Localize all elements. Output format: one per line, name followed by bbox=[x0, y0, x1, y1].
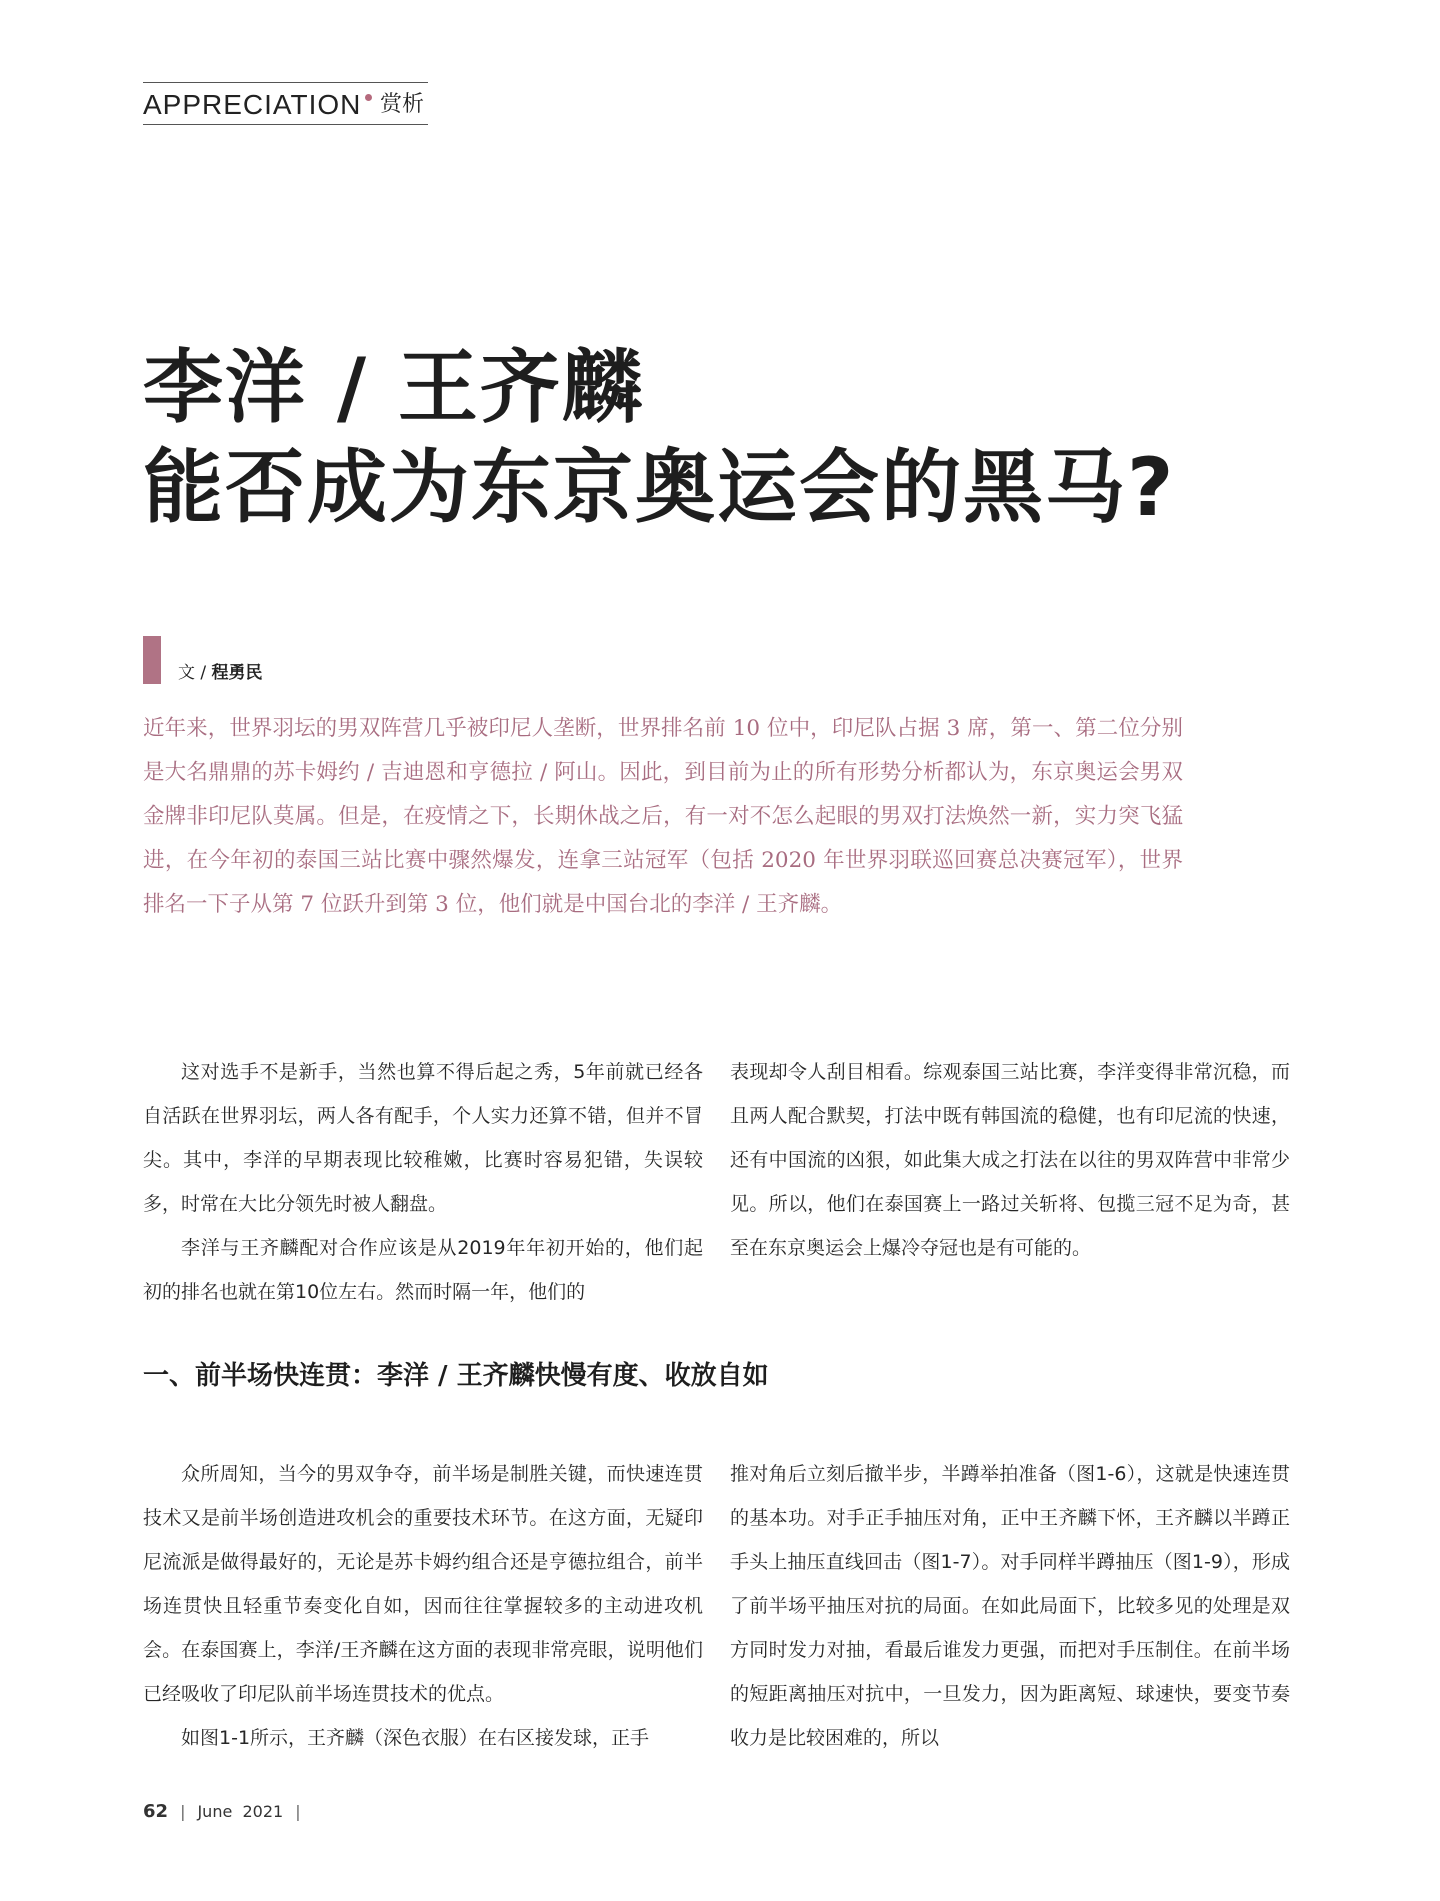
section-label-cn: 赏析 bbox=[380, 92, 425, 117]
body-paragraph: 李洋与王齐麟配对合作应该是从2019年年初开始的，他们起初的排名也就在第10位左右。然而时隔一年，他们的 bbox=[143, 1237, 703, 1303]
author-name: 程勇民 bbox=[211, 663, 263, 683]
header-rule-top bbox=[143, 82, 428, 83]
author-byline bbox=[178, 660, 263, 686]
article-title-line2: 能否成为东京奥运会的黑马? bbox=[143, 441, 1176, 534]
body-paragraph: 如图1-1所示，王齐麟（深色衣服）在右区接发球，正手 bbox=[181, 1727, 650, 1749]
body-paragraph: 这对选手不是新手，当然也算不得后起之秀，5年前就已经各自活跃在世界羽坛，两人各有配手，个人实力还算不错，但并不冒尖。其中，李洋的早期表现比较稚嫩，比赛时容易犯错，失误较多，时常在大比分领先时被人翻盘。 bbox=[143, 1061, 703, 1215]
issue-year: 2021 bbox=[242, 1802, 284, 1821]
issue-month: June bbox=[197, 1802, 233, 1821]
header-rule-bottom bbox=[143, 124, 428, 125]
article-title-line1: 李洋 / 王齐麟 bbox=[143, 341, 644, 434]
body-paragraph-continued: 推对角后立刻后撤半步，半蹲举拍准备（图1-6），这就是快速连贯的基本功。对手正手抽压对角，正中王齐麟下怀，王齐麟以半蹲正手头上抽压直线回击（图1-7）。对手同样半蹲抽压（图1-9），形成了前半场平抽压对抗的局面。在如此局面下，比较多见的处理是双方同时发力对抽，看最后谁发力更强，而把对手压制住。在前半场的短距离抽压对抗中，一旦发力，因为距离短、球速快，要变节奏收力是比较困难的，所以 bbox=[730, 1463, 1290, 1749]
section-dot bbox=[365, 94, 372, 101]
footer-separator: | bbox=[295, 1802, 301, 1821]
author-accent-bar bbox=[143, 636, 161, 684]
body-paragraph-continued: 表现却令人刮目相看。综观泰国三站比赛，李洋变得非常沉稳，而且两人配合默契，打法中既有韩国流的稳健，也有印尼流的快速，还有中国流的凶狠，如此集大成之打法在以往的男双阵营中非常少见。所以，他们在泰国赛上一路过关斩将、包揽三冠不足为奇，甚至在东京奥运会上爆冷夺冠也是有可能的。 bbox=[730, 1061, 1290, 1259]
body-column-left-bottom bbox=[143, 1452, 703, 1760]
body-paragraph: 众所周知，当今的男双争夺，前半场是制胜关键，而快速连贯技术又是前半场创造进攻机会的重要技术环节。在这方面，无疑印尼流派是做得最好的，无论是苏卡姆约组合还是亨德拉组合，前半场连贯快且轻重节奏变化自如，因而往往掌握较多的主动进攻机会。在泰国赛上，李洋/王齐麟在这方面的表现非常亮眼，说明他们已经吸收了印尼队前半场连贯技术的优点。 bbox=[143, 1463, 703, 1705]
intro-paragraph: 近年来，世界羽坛的男双阵营几乎被印尼人垄断，世界排名前 10 位中，印尼队占据 3 席，第一、第二位分别是大名鼎鼎的苏卡姆约 / 吉迪恩和亨德拉 / 阿山。因此，到目前为止的所有形势分析都认为，东京奥运会男双金牌非印尼队莫属。但是，在疫情之下，长期休战之后，有一对不怎么起眼的男双打法焕然一新，实力突飞猛进，在今年初的泰国三站比赛中骤然爆发，连拿三站冠军（包括 2020 年世界羽联巡回赛总决赛冠军），世界排名一下子从第 7 位跃升到第 3 位，他们就是中国台北的李洋 / 王齐麟。 bbox=[143, 716, 1183, 917]
section-heading: 一、前半场快连贯：李洋 / 王齐麟快慢有度、收放自如 bbox=[143, 1361, 769, 1391]
body-column-right-top bbox=[730, 1050, 1290, 1270]
body-column-left-top bbox=[143, 1050, 703, 1314]
footer-separator: | bbox=[180, 1802, 186, 1821]
page-footer bbox=[143, 1800, 313, 1824]
page-number: 62 bbox=[143, 1801, 169, 1822]
section-label-en: APPRECIATION bbox=[143, 89, 362, 120]
body-column-right-bottom bbox=[730, 1452, 1290, 1760]
author-label: 文 / bbox=[178, 663, 212, 683]
